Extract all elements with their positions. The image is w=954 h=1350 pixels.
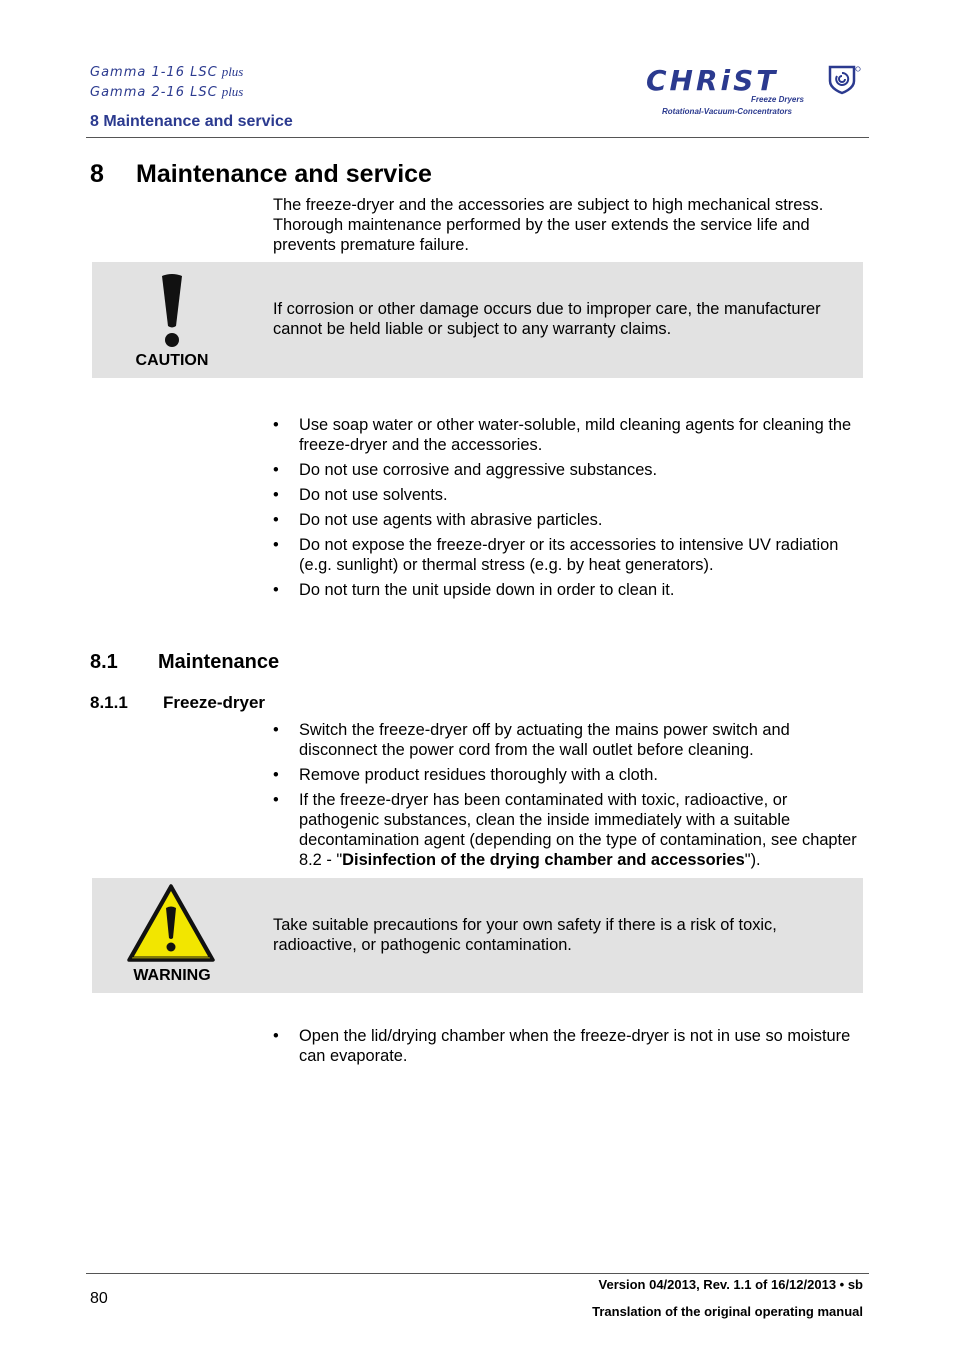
cleaning-rules-list bbox=[273, 415, 863, 605]
exclamation-icon bbox=[156, 272, 188, 348]
list-item: • Do not use solvents. bbox=[273, 486, 448, 504]
footer-divider bbox=[86, 1273, 869, 1274]
section-heading-8-1-1: 8.1.1 Freeze-dryer bbox=[90, 693, 266, 712]
model-name-2: Gamma 2-16 LSC plus bbox=[90, 84, 244, 100]
list-item: • If the freeze-dryer has been contaminated with toxic, radioactive, or pathogenic substances, clean the inside immediately with a suitable decontamination agent (depending on the type of contamination, see chapter 8.2 - "Disinfection of the drying chamber and accessories"). bbox=[273, 791, 857, 869]
christ-shield-icon bbox=[826, 64, 862, 96]
caution-label: CAUTION bbox=[135, 352, 209, 369]
list-item: • Switch the freeze-dryer off by actuating the mains power switch and disconnect the power cord from the wall outlet before cleaning. bbox=[273, 721, 790, 759]
warning-triangle-icon bbox=[125, 882, 217, 964]
caution-notice bbox=[92, 262, 863, 378]
caution-text: If corrosion or other damage occurs due to improper care, the manufacturer cannot be held liable or subject to any warranty claims. bbox=[273, 300, 821, 338]
footer-version: Version 04/2013, Rev. 1.1 of 16/12/2013 • sb bbox=[598, 1277, 863, 1292]
page-number: 80 bbox=[90, 1290, 108, 1307]
list-item: • Do not expose the freeze-dryer or its accessories to intensive UV radiation (e.g. sunlight) or thermal stress (e.g. by heat generators). bbox=[273, 536, 839, 574]
chapter-intro: The freeze-dryer and the accessories are subject to high mechanical stress. Thorough maintenance performed by the user extends the service life and prevents premature failure. bbox=[273, 196, 824, 254]
warning-label: WARNING bbox=[133, 967, 211, 984]
christ-logo-wordmark: CHRiST bbox=[646, 64, 779, 97]
final-list bbox=[273, 1026, 863, 1071]
model-name-1: Gamma 1-16 LSC plus bbox=[90, 64, 244, 80]
section-heading-8-1: 8.1 Maintenance bbox=[90, 651, 280, 673]
warning-text: Take suitable precautions for your own safety if there is a risk of toxic, radioactive, or pathogenic contamination. bbox=[273, 916, 777, 954]
list-item: • Do not use corrosive and aggressive substances. bbox=[273, 461, 658, 479]
footer-translation-note: Translation of the original operating manual bbox=[592, 1304, 863, 1319]
freeze-dryer-list bbox=[273, 720, 863, 875]
header-section-title: 8 Maintenance and service bbox=[90, 113, 293, 130]
logo-tagline-freeze-dryers: Freeze Dryers bbox=[751, 95, 804, 104]
list-item: • Use soap water or other water-soluble, mild cleaning agents for cleaning the freeze-dryer and the accessories. bbox=[273, 416, 852, 454]
chapter-heading: 8 Maintenance and service bbox=[90, 160, 432, 188]
model-suffix: plus bbox=[221, 64, 244, 79]
chapter-reference: Disinfection of the drying chamber and accessories bbox=[342, 851, 745, 869]
list-item: • Open the lid/drying chamber when the freeze-dryer is not in use so moisture can evaporate. bbox=[273, 1027, 851, 1065]
list-item: • Do not use agents with abrasive particles. bbox=[273, 511, 603, 529]
model-suffix: plus bbox=[221, 84, 244, 99]
warning-notice bbox=[92, 878, 863, 993]
logo-tagline-rvc: Rotational-Vacuum-Concentrators bbox=[662, 107, 792, 116]
list-item: • Do not turn the unit upside down in order to clean it. bbox=[273, 581, 675, 599]
list-item: • Remove product residues thoroughly with a cloth. bbox=[273, 766, 658, 784]
header-divider bbox=[86, 137, 869, 138]
